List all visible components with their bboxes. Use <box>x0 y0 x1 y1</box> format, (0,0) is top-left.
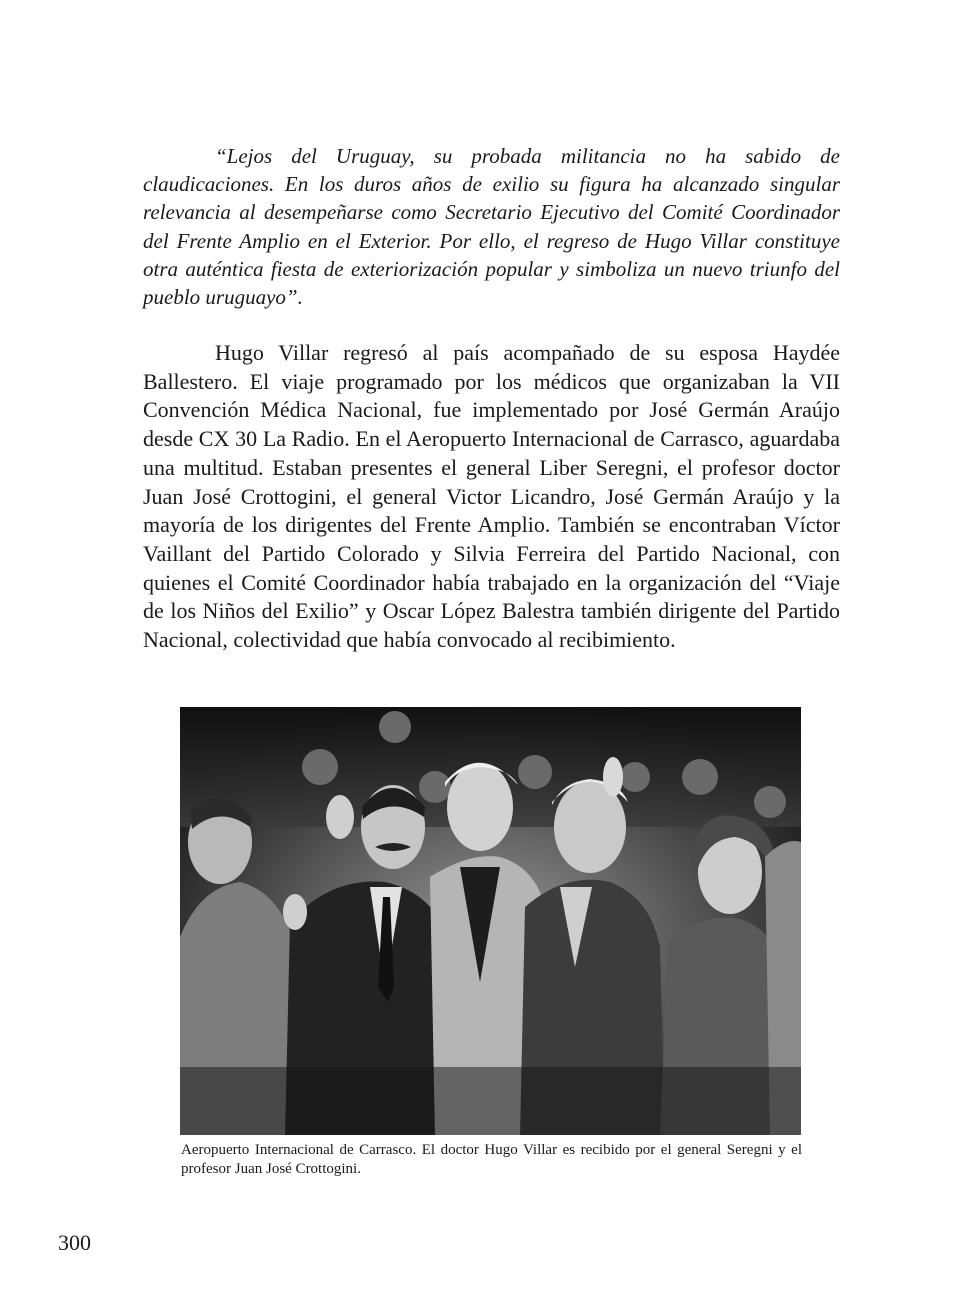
page-number: 300 <box>58 1230 91 1255</box>
block-quote: “Lejos del Uruguay, su probada militancia no ha sabido de claudicaciones. En los duros años de exilio su figura ha alcanzado singular relevancia al desempeñarse como Secretario Ejecutivo del Comité Coordinador del Frente Amplio en el Exterior. Por ello, el regreso de Hugo Villar constituye otra auténtica fiesta de exteriorización popular y simboliza un nuevo triunfo del pueblo uruguayo”. <box>143 144 840 310</box>
photo-caption: Aeropuerto Internacional de Carrasco. El doctor Hugo Villar es recibido por el general Seregni y el profesor Juan José Crottogini. <box>181 1142 802 1177</box>
crowd-photograph <box>180 707 801 1135</box>
body-paragraph: Hugo Villar regresó al país acompañado de su esposa Haydée Ballestero. El viaje programado por los médicos que organizaban la VII Convención Médica Nacional, fue implementado por José Germán Araújo desde CX 30 La Radio. En el Aeropuerto Internacional de Carrasco, aguardaba una multitud. Estaban presentes el general Liber Seregni, el profesor doctor Juan José Crottogini, el general Victor Licandro, José Germán Araújo y la mayoría de los dirigentes del Frente Amplio. También se encontraban Víctor Vaillant del Partido Colorado y Silvia Ferreira del Partido Nacional, con quienes el Comité Coordinador había trabajado en la organización del “Viaje de los Niños del Exilio” y Oscar López Balestra también dirigente del Partido Nacional, colectividad que había convocado al recibimiento. <box>143 340 840 653</box>
crowd-photo-illustration <box>180 707 801 1135</box>
